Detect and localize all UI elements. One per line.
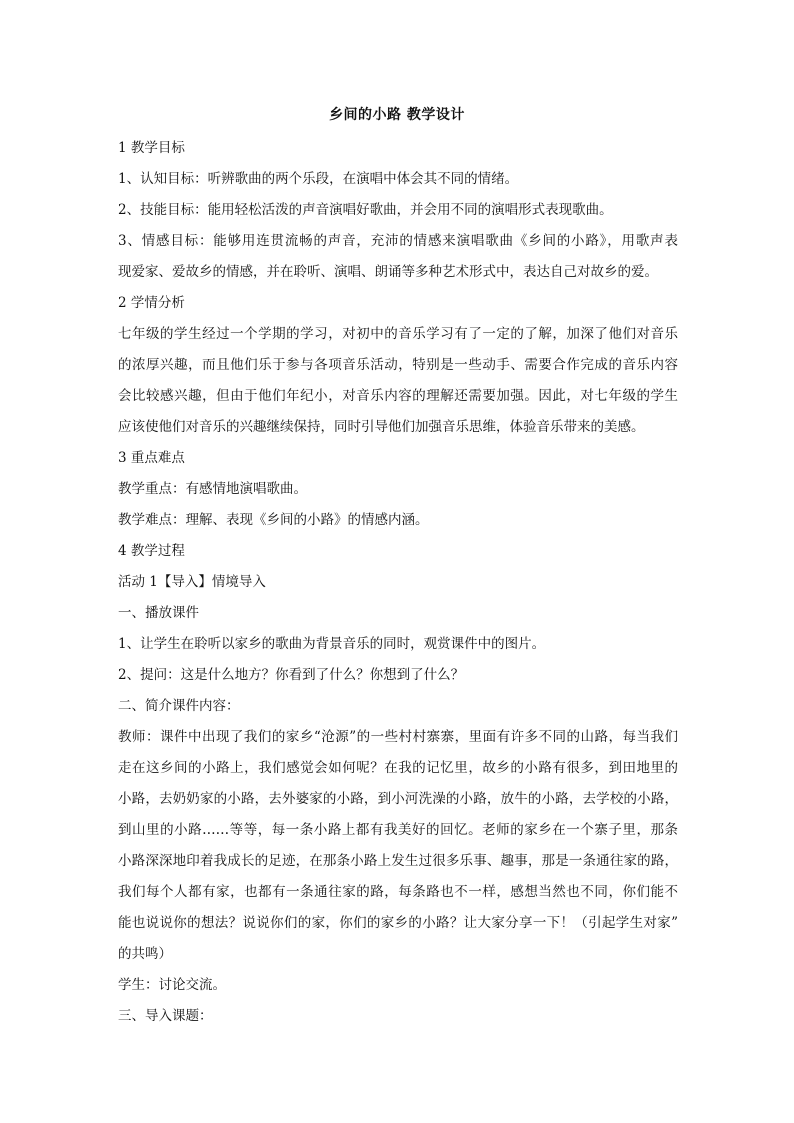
paragraph-line: 我们每个人都有家，也都有一条通往家的路，每条路也不一样，感想当然也不同，你们能不 <box>118 884 678 900</box>
paragraph-line: 走在这乡间的小路上，我们感觉会如何呢？在我的记忆里，故乡的小路有很多，到田地里的 <box>118 760 678 776</box>
paragraph-line: 2 学情分析 <box>118 295 185 311</box>
paragraph-line: 2、技能目标：能用轻松活泼的声音演唱好歌曲，并会用不同的演唱形式表现歌曲。 <box>118 202 613 218</box>
document-body <box>118 133 678 1032</box>
paragraph-line: 二、简介课件内容： <box>118 698 240 714</box>
paragraph-line: 七年级的学生经过一个学期的学习，对初中的音乐学习有了一定的了解，加深了他们对音乐 <box>118 326 678 342</box>
paragraph-line: 3 重点难点 <box>118 450 185 466</box>
document-title: 乡间的小路 教学设计 <box>329 107 465 123</box>
paragraph-line: 的浓厚兴趣，而且他们乐于参与各项音乐活动，特别是一些动手、需要合作完成的音乐内容 <box>118 357 678 373</box>
paragraph-line: 活动 1【导入】情境导入 <box>118 574 266 590</box>
paragraph-line: 会比较感兴趣，但由于他们年纪小，对音乐内容的理解还需要加强。因此，对七年级的学生 <box>118 388 678 404</box>
paragraph-line: 现爱家、爱故乡的情感，并在聆听、演唱、朗诵等多种艺术形式中，表达自己对故乡的爱。 <box>118 264 658 280</box>
paragraph-line: 应该使他们对音乐的兴趣继续保持，同时引导他们加强音乐思维，体验音乐带来的美感。 <box>118 419 645 435</box>
paragraph-line: 能也说说你的想法？说说你们的家，你们的家乡的小路？让大家分享一下！（引起学生对家” <box>118 915 678 931</box>
paragraph-line: 到山里的小路……等等，每一条小路上都有我美好的回忆。老师的家乡在一个寨子里，那条 <box>118 822 678 838</box>
paragraph-line: 1 教学目标 <box>118 140 185 156</box>
paragraph-line: 小路深深地印着我成长的足迹，在那条小路上发生过很多乐事、趣事，那是一条通往家的路， <box>118 853 678 869</box>
paragraph-line: 三、导入课题： <box>118 1008 213 1024</box>
paragraph-line: 3、情感目标：能够用连贯流畅的声音，充沛的情感来演唱歌曲《乡间的小路》，用歌声表 <box>118 233 678 249</box>
paragraph-line: 教学难点：理解、表现《乡间的小路》的情感内涵。 <box>118 512 429 528</box>
paragraph-line: 1、认知目标：听辨歌曲的两个乐段，在演唱中体会其不同的情绪。 <box>118 171 519 187</box>
paragraph-line: 的共鸣） <box>118 946 172 962</box>
paragraph-line: 教师：课件中出现了我们的家乡“沧源”的一些村村寨寨，里面有许多不同的山路，每当我们 <box>118 729 678 745</box>
paragraph-line: 学生：讨论交流。 <box>118 977 226 993</box>
paragraph-line: 1、让学生在聆听以家乡的歌曲为背景音乐的同时，观赏课件中的图片。 <box>118 636 546 652</box>
paragraph-line: 一、播放课件 <box>118 605 199 621</box>
paragraph-line: 4 教学过程 <box>118 543 185 559</box>
paragraph-line: 教学重点：有感情地演唱歌曲。 <box>118 481 307 497</box>
paragraph-line: 2、提问：这是什么地方？你看到了什么？你想到了什么？ <box>118 667 465 683</box>
paragraph-line: 小路，去奶奶家的小路，去外婆家的小路，到小河洗澡的小路，放牛的小路，去学校的小路， <box>118 791 678 807</box>
